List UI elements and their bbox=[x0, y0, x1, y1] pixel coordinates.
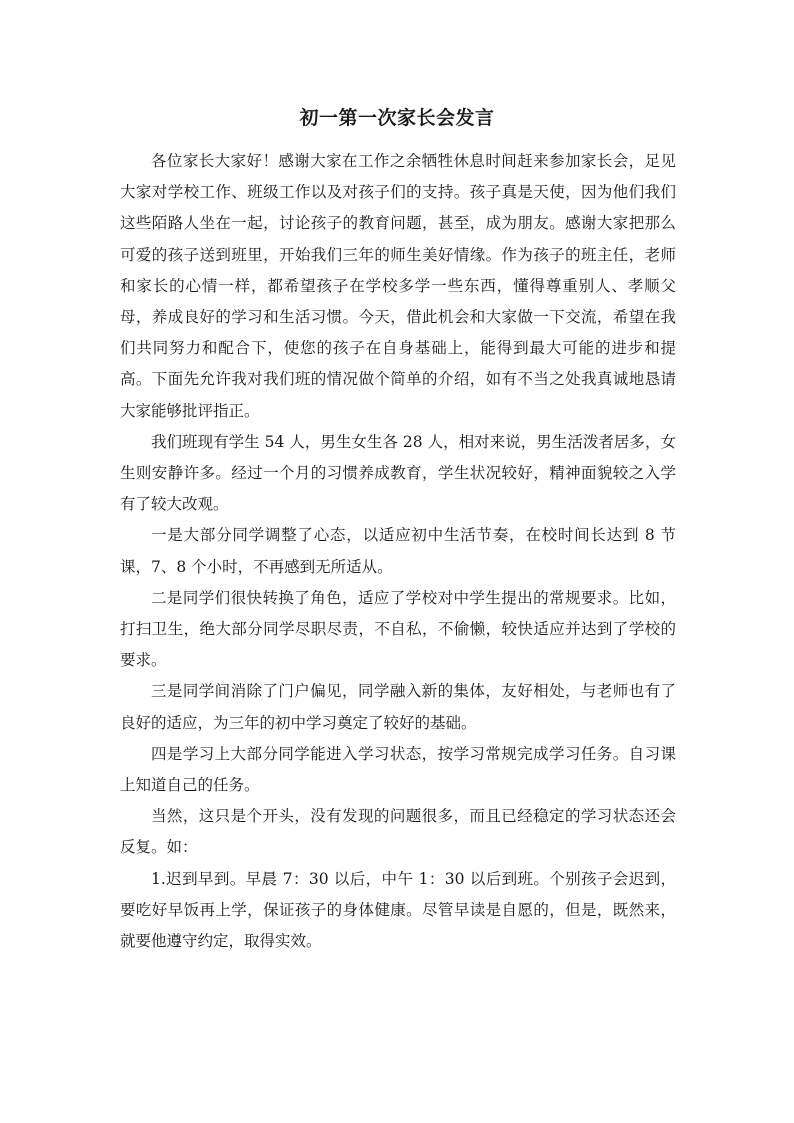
paragraph-problems-intro: 当然，这只是个开头，没有发现的问题很多，而且已经稳定的学习状态还会反复。如： bbox=[120, 807, 676, 857]
paragraph-point-three: 三是同学间消除了门户偏见，同学融入新的集体，友好相处，与老师也有了良好的适应，为三年的初中学习奠定了较好的基础。 bbox=[120, 682, 676, 732]
document-title: 初一第一次家长会发言 bbox=[299, 107, 495, 129]
paragraph-point-two: 二是同学们很快转换了角色，适应了学校对中学生提出的常规要求。比如，打扫卫生，绝大部分同学尽职尽责，不自私，不偷懒，较快适应并达到了学校的要求。 bbox=[120, 588, 676, 670]
paragraph-point-four: 四是学习上大部分同学能进入学习状态，按学习常规完成学习任务。自习课上知道自己的任务。 bbox=[120, 744, 676, 795]
paragraph-greeting: 各位家长大家好！感谢大家在工作之余牺牲休息时间赶来参加家长会，足见大家对学校工作、班级工作以及对孩子们的支持。孩子真是天使，因为他们我们这些陌路人坐在一起，讨论孩子的教育问题，甚至，成为朋友。感谢大家把那么可爱的孩子送到班里，开始我们三年的师生美好情缘。作为孩子的班主任，老师和家长的心情一样，都希望孩子在学校多学一些东西，懂得尊重别人、孝顺父母，养成良好的学习和生活习惯。今天，借此机会和大家做一下交流，希望在我们共同努力和配合下，使您的孩子在自身基础上，能得到最大可能的进步和提高。下面先允许我对我们班的情况做个简单的介绍，如有不当之处我真诚地恳请大家能够批评指正。 bbox=[120, 152, 676, 420]
paragraph-class-overview: 我们班现有学生 54 人，男生女生各 28 人，相对来说，男生活泼者居多，女生则安静许多。经过一个月的习惯养成教育，学生状况较好，精神面貌较之入学有了较大改观。 bbox=[120, 432, 676, 514]
paragraph-problem-one: 1.迟到早到。早晨 7：30 以后，中午 1：30 以后到班。个别孩子会迟到，要吃好早饭再上学，保证孩子的身体健康。尽管早读是自愿的，但是，既然来，就要他遵守约定，取得实效。 bbox=[120, 869, 676, 951]
document-body bbox=[120, 146, 676, 957]
paragraph-point-one: 一是大部分同学调整了心态，以适应初中生活节奏，在校时间长达到 8 节课，7、8 个小时，不再感到无所适从。 bbox=[120, 526, 676, 576]
